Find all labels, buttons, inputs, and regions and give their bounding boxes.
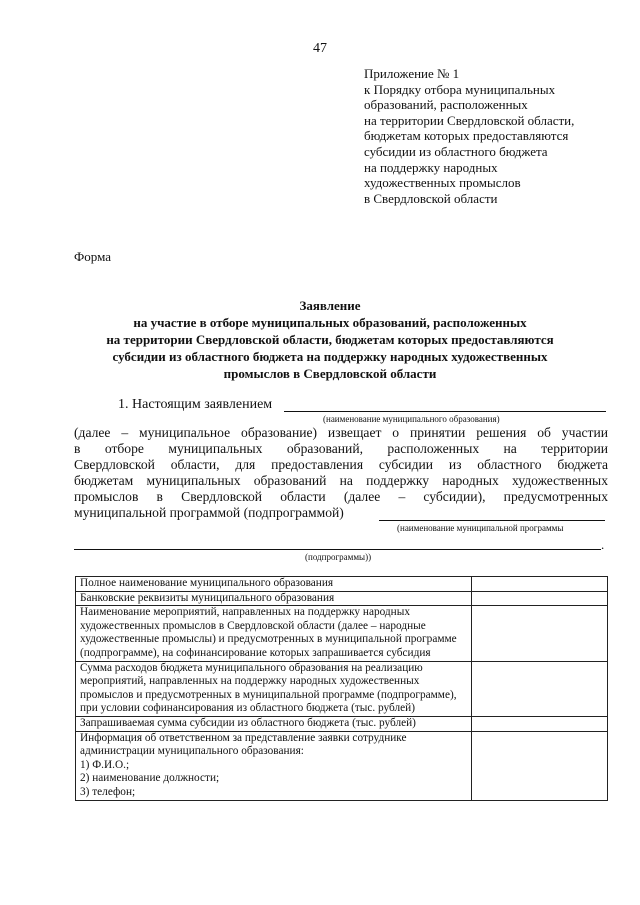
row-value[interactable] [472,716,608,731]
table-row [76,731,608,800]
body-line: в отборе муниципальных образований, расположенных на территории [74,441,608,456]
row-label: Запрашиваемая сумма субсидии из областного бюджета (тыс. рублей) [76,716,472,731]
municipality-caption: (наименование муниципального образования) [323,414,500,424]
contact-item: 1) Ф.И.О.; [80,758,130,771]
row-value[interactable] [472,591,608,606]
row-value[interactable] [472,606,608,661]
table-row [76,661,608,716]
contact-heading: Информация об ответственном за представление заявки сотруднике администрации муниципального образования: [80,731,407,758]
title-line: субсидии из областного бюджета на поддержку народных художественных [112,349,548,364]
program-name-field[interactable] [379,520,605,521]
appendix-line: Приложение № 1 [364,66,460,81]
info-table [75,576,608,801]
page-number: 47 [313,41,327,56]
table-row [76,591,608,606]
municipality-name-field[interactable] [284,411,606,412]
appendix-line: в Свердловской области [364,190,498,206]
row-label: Наименование мероприятий, направленных на поддержку народных художественных промыслов в Свердловской области (далее – народные художественные промыслы) и предусмотренных в муниципальной программе (подпрограмме), на софинансирование которых запрашивается субсидия [76,606,472,661]
program-caption: (наименование муниципальной программы [397,523,564,533]
row-value[interactable] [472,577,608,592]
title-line: на участие в отборе муниципальных образований, расположенных [133,315,527,330]
subprogram-caption: (подпрограммы)) [305,552,372,562]
document-title [60,297,600,382]
program-name-field-continued[interactable] [74,549,601,550]
body-line: (далее – муниципальное образование) извещает о принятии решения об участии [74,425,608,440]
table-row [76,577,608,592]
row-label: Банковские реквизиты муниципального образования [76,591,472,606]
row-label [76,731,472,800]
appendix-line: образований, расположенных [364,97,528,113]
row-label: Сумма расходов бюджета муниципального образования на реализацию мероприятий, направленных на поддержку народных художественных промыслов и предусмотренных в муниципальной программе (подпрограмме), при условии софинансирования из областного бюджета (тыс. рублей) [76,661,472,716]
body-line: бюджетам муниципальных образований на поддержку народных художественных [74,473,608,488]
appendix-header [364,66,634,206]
table-row [76,716,608,731]
title-line: на территории Свердловской области, бюджетам которых предоставляются [106,332,554,347]
appendix-line: художественных промыслов [364,175,521,191]
contact-item: 2) наименование должности; [80,772,220,785]
statement-body [74,425,608,521]
row-label: Полное наименование муниципального образования [76,577,472,592]
appendix-line: к Порядку отбора муниципальных [364,81,556,97]
contact-item: 3) телефон; [80,785,136,798]
body-line: промыслов в Свердловской области (далее – субсидии), предусмотренных [74,489,608,504]
row-value[interactable] [472,661,608,716]
body-line: Свердловской области, для предоставления субсидии из областного бюджета [74,457,608,472]
appendix-line: на территории Свердловской области, [364,112,575,128]
appendix-line: на поддержку народных [364,159,498,175]
end-mark: . [601,537,605,552]
body-line: муниципальной программой (подпрограммой) [74,505,344,520]
appendix-line: субсидии из областного бюджета [364,143,548,159]
statement-intro: 1. Настоящим заявлением [118,397,273,412]
form-label: Форма [74,249,111,264]
title-line: Заявление [299,298,361,313]
title-line: промыслов в Свердловской области [223,366,437,381]
table-row [76,606,608,661]
appendix-line: бюджетам которых предоставляются [364,128,569,144]
row-value[interactable] [472,731,608,800]
